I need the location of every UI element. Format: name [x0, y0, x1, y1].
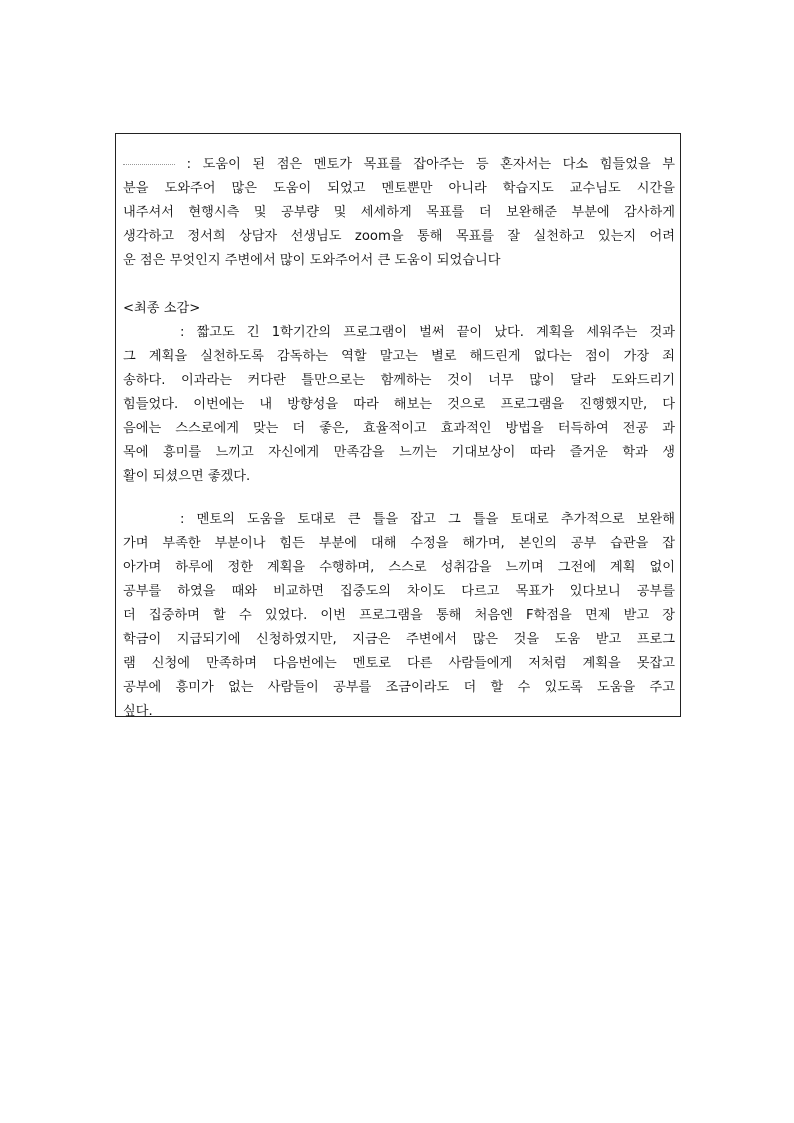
text-line: 생각하고 정서희 상담자 선생님도 zoom을 통해 목표를 잘 실천하고 있는지 어려 — [123, 229, 675, 244]
text-line — [123, 153, 675, 177]
text-line: 활이 되셨으면 좋겠다. — [123, 469, 251, 484]
mentor-help-paragraph — [123, 153, 675, 273]
text-line: 학금이 지급되기에 신청하였지만, 지금은 주변에서 많은 것을 도움 받고 프로그 — [123, 632, 675, 647]
line-text: : 도움이 된 점은 멘토가 목표를 잡아주는 등 혼자서는 다소 힘들었을 부 — [186, 157, 675, 172]
text-line — [123, 508, 675, 532]
text-line: 힘들었다. 이번에는 내 방향성을 따라 해보는 것으로 프로그램을 진행했지만, 다 — [123, 397, 675, 412]
mentee-impression-paragraph — [123, 508, 675, 724]
text-line: 분을 도와주어 많은 도움이 되었고 멘토뿐만 아니라 학습지도 교수님도 시간을 — [123, 181, 675, 196]
text-line: 더 집중하며 할 수 있었다. 이번 프로그램을 통해 처음엔 F학점을 면제 받고 장 — [123, 608, 675, 623]
text-line — [123, 321, 675, 345]
section-heading: <최종 소감> — [123, 301, 201, 316]
text-line: 송하다. 이과라는 커다란 틀만으로는 함께하는 것이 너무 많이 달라 도와드리기 — [123, 373, 675, 388]
text-line: 싶다. — [123, 704, 153, 719]
redacted-name — [123, 163, 175, 165]
text-line: 공부에 흥미가 없는 사람들이 공부를 조금이라도 더 할 수 있도록 도움을 주고 — [123, 680, 675, 695]
text-line: 가며 부족한 부분이나 힘든 부분에 대해 수정을 해가며, 본인의 공부 습관을 잡 — [123, 536, 675, 551]
text-line: 그 계획을 실천하도록 감독하는 역할 말고는 별로 해드린게 없다는 점이 가장 죄 — [123, 349, 675, 364]
text-line: 목에 흥미를 느끼고 자신에게 만족감을 느끼는 기대보상이 따라 즐거운 학과 생 — [123, 445, 675, 460]
text-line: 내주셔서 현행시측 및 공부량 및 세세하게 목표를 더 보완해준 부분에 감사하게 — [123, 205, 675, 220]
feedback-box — [115, 133, 681, 717]
line-text: : 멘토의 도움을 토대로 큰 틀을 잡고 그 틀을 토대로 추가적으로 보완해 — [180, 512, 675, 527]
text-line: 램 신청에 만족하며 다음번에는 멘토로 다른 사람들에게 저처럼 계획을 못잡고 — [123, 656, 675, 671]
text-line: 운 점은 무엇인지 주변에서 많이 도와주어서 큰 도움이 되었습니다 — [123, 253, 501, 268]
text-line: 아가며 하루에 정한 계획을 수행하며, 스스로 성취감을 느끼며 그전에 계획 없이 — [123, 560, 675, 575]
line-text: : 짧고도 긴 1학기간의 프로그램이 벌써 끝이 났다. 계획을 세워주는 것과 — [180, 325, 675, 340]
text-line: 음에는 스스로에게 맞는 더 좋은, 효율적이고 효과적인 방법을 터득하여 전공 과 — [123, 421, 675, 436]
text-line: 공부를 하였을 때와 비교하면 집중도의 차이도 다르고 목표가 있다보니 공부를 — [123, 584, 675, 599]
final-impression-section — [123, 297, 675, 489]
